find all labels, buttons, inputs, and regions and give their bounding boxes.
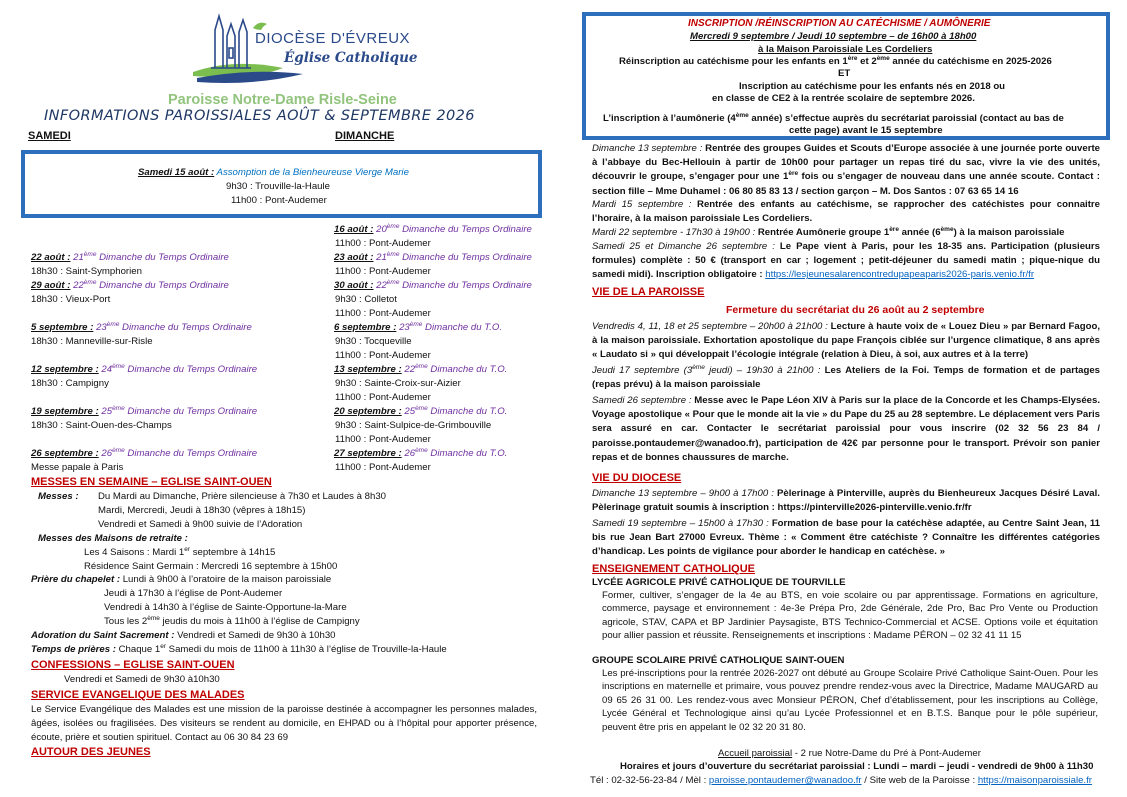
adoration-line: Adoration du Saint Sacrement : Vendredi et Samedi de 9h30 à 10h30 — [31, 630, 336, 641]
saturday-mass-3-1: 18h30 : Manneville-sur-Risle — [31, 336, 153, 347]
site-link[interactable]: https://maisonparoissiale.fr — [977, 775, 1092, 786]
footer-line-1: Accueil paroissial - 2 rue Notre-Dame du Pré à Pont-Audemer — [718, 748, 981, 759]
youth-event-link-4[interactable]: https://lesjeunesalarencontredupapeaparis2026-paris.venio.fr/fr — [765, 269, 1035, 281]
catechism-line-3: en classe de CE2 à la rentrée scolaire de septembre 2026. — [712, 93, 975, 104]
sunday-mass-6-2: 11h00 : Pont-Audemer — [335, 434, 431, 445]
sunday-date-1: 16 août : 20ème Dimanche du Temps Ordinaire — [334, 222, 532, 235]
sunday-mass-4-1: 9h30 : Tocqueville — [335, 336, 412, 347]
assumption-title: Samedi 15 août : Assomption de la Bienheureuse Vierge Marie — [138, 167, 409, 178]
sunday-date-4: 6 septembre : 23ème Dimanche du T.O. — [334, 320, 503, 333]
catechism-line-1: Réinscription au catéchisme pour les enfants en 1ère et 2ème année du catéchisme en 2025-2026 — [619, 54, 1052, 67]
assumption-mass-2: 11h00 : Pont-Audemer — [231, 195, 327, 206]
catechism-dates: Mercredi 9 septembre / Jeudi 10 septembre – de 16h00 à 18h00 — [690, 31, 977, 42]
rosary-line-4: Tous les 2ème jeudis du mois à 11h00 à l’église de Campigny — [104, 614, 360, 627]
sunday-mass-5-1: 9h30 : Sainte-Croix-sur-Aizier — [335, 378, 461, 389]
youth-heading: AUTOUR DES JEUNES — [31, 746, 151, 758]
parish-name: Paroisse Notre-Dame Risle-Seine — [168, 92, 397, 108]
sunday-mass-4-2: 11h00 : Pont-Audemer — [335, 350, 431, 361]
rosary-line-2: Jeudi à 17h30 à l’église de Pont-Audemer — [104, 588, 283, 599]
sunday-mass-1-1: 11h00 : Pont-Audemer — [335, 238, 431, 249]
saturday-date-2: 29 août : 22ème Dimanche du Temps Ordinaire — [31, 278, 229, 291]
rosary-line-3: Vendredi à 14h30 à l’église de Sainte-Opportune-la-Mare — [104, 602, 347, 613]
sunday-mass-5-2: 11h00 : Pont-Audemer — [335, 392, 431, 403]
logo-title: DIOCÈSE D'ÉVREUX — [255, 30, 411, 47]
catechism-et: ET — [838, 68, 851, 79]
saturday-heading: SAMEDI — [28, 130, 71, 142]
assumption-mass-1: 9h30 : Trouville-la-Haule — [226, 181, 330, 192]
youth-event-2: Mardi 15 septembre : Rentrée des enfants au catéchisme, se rapprocher des catéchistes pour connaitre l’horaire, à la maison paroissiale Les Cordeliers. — [592, 199, 1100, 225]
confessions-heading: CONFESSIONS – EGLISE SAINT-OUEN — [31, 659, 235, 671]
catechism-place: à la Maison Paroissiale Les Cordeliers — [758, 44, 933, 55]
sick-text: Le Service Evangélique des Malades est une mission de la paroisse destinée à accompagner les personnes malades, âgées, isolées ou fragilisées. Des visiteurs se rendent au domicile, en EHPAD ou à l’hôpital pour apporter présence, écoute, prière et soutien spirituel. Contact au 06 30 84 23 69 — [31, 704, 537, 743]
info-title: INFORMATIONS PAROISSIALES AOÛT & SEPTEMBRE 2026 — [44, 108, 475, 124]
sunday-date-2: 23 août : 21ème Dimanche du Temps Ordinaire — [334, 250, 532, 263]
closure-notice: Fermeture du secrétariat du 26 août au 2 septembre — [726, 304, 985, 316]
youth-event-4: Samedi 25 et Dimanche 26 septembre : Le Pape vient à Paris, pour les 18-35 ans. Participation (plusieurs formules) complète : 50 € (transport en car ; logement ; petit-déjeuner du samedi matin ; pique-nique du samedi midi). Inscription obligatoire : https://lesjeunesalarencontredupapeaparis2026-paris.venio.fr/fr — [592, 241, 1100, 281]
catechism-line-2: Inscription au catéchisme pour les enfants nés en 2018 ou — [739, 81, 1006, 92]
saturday-mass-5-1: 18h30 : Saint-Ouen-des-Champs — [31, 420, 172, 431]
messes-label: Messes : — [38, 491, 79, 502]
saturday-mass-4-1: 18h30 : Campigny — [31, 378, 109, 389]
messes-line-2: Mardi, Mercredi, Jeudi à 18h30 (vêpres à 18h15) — [98, 505, 306, 516]
sunday-mass-3-1: 9h30 : Colletot — [335, 294, 397, 305]
messes-line-1: Du Mardi au Dimanche, Prière silencieuse à 7h30 et Laudes à 8h30 — [98, 491, 386, 502]
retreat-line-2: Résidence Saint Germain : Mercredi 16 septembre à 15h00 — [84, 561, 338, 572]
lycee-title: LYCÉE AGRICOLE PRIVÉ CATHOLIQUE DE TOURVILLE — [592, 577, 846, 588]
saturday-date-5: 19 septembre : 25ème Dimanche du Temps Ordinaire — [31, 404, 258, 417]
parish-event-3: Samedi 26 septembre : Messe avec le Pape Léon XIV à Paris sur la place de la Concorde et les Champs-Elysées. Voyage apostolique « Pour que le monde ait la vie » du Pape du 25 au 28 septembre. Le déplacement vers Paris sera assuré en car. Contacter le secrétariat paroissial pour vous inscrire (02 32 56 23 84 / paroisse.pontaudemer@wanadoo.fr), participation de 42€ par personne pour le transport. Prévoir son panier repas et de bonnes chaussures de marche. — [592, 395, 1100, 463]
sunday-date-6: 20 septembre : 25ème Dimanche du T.O. — [334, 404, 508, 417]
sunday-date-5: 13 septembre : 22ème Dimanche du T.O. — [334, 362, 508, 375]
sunday-mass-6-1: 9h30 : Saint-Sulpice-de-Grimbouville — [335, 420, 492, 431]
footer-line-3: Tél : 02-32-56-23-84 / Mèl : paroisse.pontaudemer@wanadoo.fr / Site web de la Paroisse : https://maisonparoissiale.fr — [590, 775, 1092, 786]
sunday-heading: DIMANCHE — [335, 130, 395, 142]
prayer-line: Temps de prières : Chaque 1er Samedi du mois de 11h00 à 11h30 à l’église de Trouville-la-Haule — [31, 642, 447, 655]
diocese-event-1: Dimanche 13 septembre – 9h00 à 17h00 : Pèlerinage à Pinterville, auprès du Bienheureux Jacques Désiré Laval. Pèlerinage gratuit soumis à inscription : https://pinterville2026-pinterville.venio.fr/fr — [592, 488, 1100, 514]
sunday-mass-2-1: 11h00 : Pont-Audemer — [335, 266, 431, 277]
parish-event-1: Vendredis 4, 11, 18 et 25 septembre – 20h00 à 21h00 : Lecture à haute voix de « Louez Dieu » par Bernard Fagoo, à la maison paroissiale. Exhortation apostolique du pape François ciblée sur l’urgence climatique, 8 ans après « Laudato si » qui développait l’écologie intégrale (relation à Dieu, à soi, aux autres et à la terre) — [592, 321, 1100, 361]
youth-event-1: Dimanche 13 septembre : Rentrée des groupes Guides et Scouts d’Europe associée à une journée porte ouverte à l’abbaye du Bec-Hellouin à partir de 10h00 pour partager un repas tiré du sac, vivre la vie des unités, découvrir le groupe, s’engager pour une 1ère fois ou s’engager de nouveau dans une année scoute. Contact : section fille – Mme Duhamel : 06 80 85 83 13 / section garçon – M. Dos Santos : 07 63 65 14 16 — [592, 143, 1100, 197]
group-text: Les pré-inscriptions pour la rentrée 2026-2027 ont débuté au Groupe Scolaire Privé Catholique Saint-Ouen. Pour les inscriptions en maternelle et primaire, vous pouvez prendre rendez-vous avec la Directrice, Madame MAUGARD au 09 65 26 31 00. Les rendez-vous avec Monsieur PÉRON, Chef d’établissement, pour les inscriptions au Collège, Lycée Général et Technologique ainsi qu’au Lycée Professionnel et en B.T.S. Banque pour le pôle supérieur, peuvent être pris en appelant le 02 32 20 31 80. — [602, 668, 1098, 733]
sunday-date-3: 30 août : 22ème Dimanche du Temps Ordinaire — [334, 278, 532, 291]
sunday-mass-3-2: 11h00 : Pont-Audemer — [335, 308, 431, 319]
footer-line-2: Horaires et jours d’ouverture du secrétariat paroissial : Lundi – mardi – jeudi - vendredi de 9h00 à 11h30 — [620, 761, 1094, 772]
messes-line-3: Vendredi et Samedi à 9h00 suivie de l’Adoration — [98, 519, 303, 530]
saturday-date-3: 5 septembre : 23ème Dimanche du Temps Ordinaire — [31, 320, 252, 333]
email-link[interactable]: paroisse.pontaudemer@wanadoo.fr — [708, 775, 862, 786]
saturday-date-4: 12 septembre : 24ème Dimanche du Temps Ordinaire — [31, 362, 258, 375]
saturday-mass-6-1: Messe papale à Paris — [31, 462, 124, 473]
diocese-event-2: Samedi 19 septembre – 15h00 à 17h30 : Formation de base pour la catéchèse adaptée, au Centre Saint Jean, 11 bis rue Jean Bart 27000 Evreux. Thème : « Comment être catéchiste ? Connaître les différentes catégories d’handicap. Les points de vigilance pour aborder le handicap en catéchèse. » — [592, 518, 1100, 558]
lycee-text: Former, cultiver, s’engager de la 4e au BTS, en voie scolaire ou par apprentissage. Formations en agriculture, commerce, paysage et environnement : 4e-3e Prépa Pro, 2de Générale, 2de Pro, Bac Pro Vente ou Production agricole, STAV, CAPA et BP Jardinier Paysagiste, BTS Technico-Commercial et ACSE. Options voile et équitation pour allier passion et réussite. Renseignements et inscriptions : Madame PÉRON – 02 32 41 11 15 — [602, 590, 1098, 642]
logo-subtitle: Église Catholique — [284, 50, 418, 66]
parish-event-2: Jeudi 17 septembre (3ème jeudi) – 19h30 à 21h00 : Les Ateliers de la Foi. Temps de formation et de partages (repas prévu) à la maison paroissiale — [592, 363, 1100, 391]
diocese-heading: VIE DU DIOCESE — [592, 472, 682, 484]
saturday-date-1: 22 août : 21ème Dimanche du Temps Ordinaire — [31, 250, 229, 263]
sick-heading: SERVICE EVANGELIQUE DES MALADES — [31, 689, 245, 701]
retreat-label: Messes des Maisons de retraite : — [38, 533, 188, 544]
retreat-line-1: Les 4 Saisons : Mardi 1er septembre à 14h15 — [84, 545, 276, 558]
parish-life-heading: VIE DE LA PAROISSE — [592, 286, 705, 298]
saturday-mass-1-1: 18h30 : Saint-Symphorien — [31, 266, 142, 277]
confessions-text: Vendredi et Samedi de 9h30 à10h30 — [64, 674, 220, 685]
rosary-line-1: Prière du chapelet : Lundi à 9h00 à l’oratoire de la maison paroissiale — [31, 574, 332, 585]
catechism-line-4: L’inscription à l’aumônerie (4ème année) s’effectue auprès du secrétariat paroissial (contact au bas de — [603, 111, 1064, 124]
sunday-mass-7-1: 11h00 : Pont-Audemer — [335, 462, 431, 473]
youth-event-3: Mardi 22 septembre - 17h30 à 19h00 : Rentrée Aumônerie groupe 1ère année (6ème) à la maison paroissiale — [592, 225, 1065, 238]
saturday-mass-2-1: 18h30 : Vieux-Port — [31, 294, 111, 305]
education-heading: ENSEIGNEMENT CATHOLIQUE — [592, 563, 755, 575]
group-title: GROUPE SCOLAIRE PRIVÉ CATHOLIQUE SAINT-OUEN — [592, 655, 845, 666]
saturday-date-6: 26 septembre : 26ème Dimanche du Temps Ordinaire — [31, 446, 258, 459]
catechism-line-5: cette page) avant le 15 septembre — [789, 125, 943, 136]
weekday-heading: MESSES EN SEMAINE – EGLISE SAINT-OUEN — [31, 476, 272, 488]
sunday-date-7: 27 septembre : 26ème Dimanche du T.O. — [334, 446, 508, 459]
diocese-logo — [193, 8, 433, 90]
catechism-title: INSCRIPTION /RÉINSCRIPTION AU CATÉCHISME / AUMÔNERIE — [688, 18, 991, 29]
